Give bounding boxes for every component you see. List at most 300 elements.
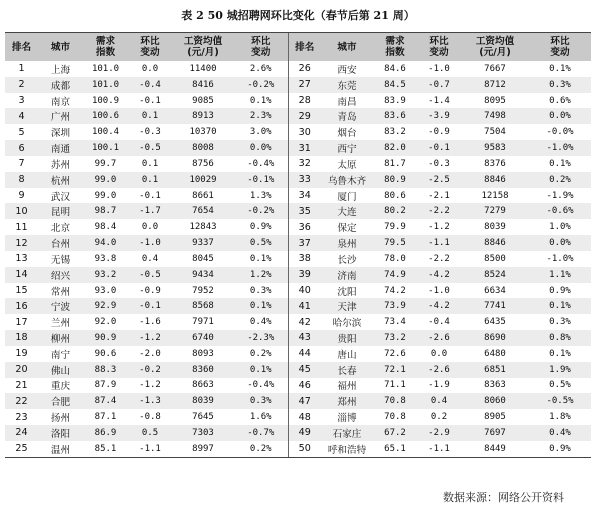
cell-demand-change: -0.1 [139,95,161,106]
cell-demand-change: -2.9 [417,425,461,441]
cell-city: 乌鲁木齐 [321,172,373,188]
cell-city: 青岛 [321,108,373,124]
cell-avg-salary: 8846 [461,172,529,188]
cell-city: 兰州 [50,318,71,330]
cell-demand-change: -1.2 [428,222,450,233]
cell-demand-index: 83.9 [384,95,406,106]
cell-rank: 25 [5,441,38,457]
cell-demand-change: -1.2 [139,380,161,391]
cell-demand-index: 80.6 [384,190,406,201]
cell-salary-change: 0.0% [529,235,591,251]
cell-avg-salary: 6851 [461,362,529,378]
cell-city: 广州 [38,108,83,124]
cell-avg-salary: 6480 [484,348,506,359]
cell-salary-change: 1.3% [249,190,272,201]
cell-demand-index: 98.4 [94,222,117,233]
cell-demand-change: -0.2 [128,362,172,378]
cell-rank: 41 [288,298,321,314]
cell-avg-salary: 9085 [192,95,214,106]
cell-demand-index: 100.4 [91,127,120,138]
cell-city: 南昌 [337,96,357,108]
cell-rank: 1 [18,63,25,75]
cell-city: 东莞 [321,77,373,93]
table-row [5,409,591,425]
cell-rank: 30 [288,124,321,140]
table-row [5,425,591,441]
cell-city: 保定 [337,223,357,235]
cell-avg-salary: 7971 [192,317,214,328]
cell-city: 宁波 [38,298,83,314]
cell-city: 成都 [38,77,83,93]
cell-demand-change: -1.2 [128,330,172,346]
cell-city: 烟台 [337,128,357,140]
table-row [5,330,591,346]
cell-salary-change: 0.1% [234,362,288,378]
cell-salary-change: 0.1% [234,298,288,314]
header-avg-salary: 工资均值 (元/月) [172,33,234,62]
cell-avg-salary: 8663 [192,380,214,391]
cell-avg-salary: 8997 [172,441,234,457]
cell-rank: 12 [5,235,38,251]
cell-avg-salary: 8093 [192,348,214,359]
cell-avg-salary: 7498 [461,108,529,124]
cell-demand-index: 99.0 [83,172,128,188]
cell-demand-index: 73.2 [373,330,417,346]
cell-city: 淄博 [337,413,357,425]
cell-salary-change: 0.3% [549,317,571,328]
cell-avg-salary: 8045 [192,253,214,264]
cell-demand-change: -1.3 [128,393,172,409]
cell-avg-salary: 8060 [461,393,529,409]
cell-rank: 23 [15,411,28,423]
cell-rank: 39 [288,267,321,283]
cell-city: 重庆 [50,381,71,393]
table-row [5,378,591,394]
cell-salary-change: 0.2% [529,172,591,188]
cell-salary-change: 0.1% [549,158,571,169]
cell-demand-change: -0.9 [428,127,450,138]
cell-demand-change: -1.7 [128,203,172,219]
cell-avg-salary: 8008 [172,140,234,156]
cell-rank: 47 [288,393,321,409]
table-row [5,108,591,124]
cell-demand-change: -0.7 [417,77,461,93]
table-row [5,346,591,362]
cell-demand-change: 0.1 [128,108,172,124]
cell-demand-change: -1.0 [128,235,172,251]
cell-demand-change: -1.4 [428,95,450,106]
table-row [5,61,591,77]
cell-rank: 37 [288,235,321,251]
cell-rank: 8 [5,172,38,188]
cell-city: 沈阳 [337,286,357,298]
cell-demand-index: 100.9 [91,95,120,106]
cell-demand-index: 98.7 [83,203,128,219]
cell-demand-index: 81.7 [384,158,406,169]
cell-demand-change: -1.1 [417,441,461,457]
cell-demand-change: -4.2 [417,267,461,283]
cell-demand-index: 87.4 [83,393,128,409]
header-avg-salary: 工资均值 (元/月) [461,33,529,62]
cell-demand-index: 93.2 [83,267,128,283]
cell-avg-salary: 9583 [461,140,529,156]
cell-salary-change: 0.4% [529,425,591,441]
cell-demand-index: 83.2 [384,127,406,138]
header-city: 城市 [38,33,83,62]
data-source-note: 数据来源：网络公开资料 [443,491,564,504]
cell-city: 温州 [38,441,83,457]
cell-avg-salary: 9434 [172,267,234,283]
cell-salary-change: 1.9% [529,362,591,378]
cell-rank: 22 [5,393,38,409]
cell-rank: 44 [288,346,321,362]
table-row [5,235,591,251]
cell-avg-salary: 10029 [172,172,234,188]
cell-demand-index: 88.3 [83,362,128,378]
cell-city: 合肥 [38,393,83,409]
cell-avg-salary: 6634 [484,285,506,296]
cell-demand-change: -2.2 [417,203,461,219]
cell-city: 武汉 [50,191,71,203]
cell-demand-index: 67.2 [373,425,417,441]
cell-demand-change: 0.4 [417,393,461,409]
cell-salary-change: 0.4% [249,317,272,328]
table-row [5,77,591,93]
cell-demand-index: 79.9 [384,222,406,233]
cell-rank: 18 [5,330,38,346]
cell-city: 泉州 [321,235,373,251]
table-title: 表 2 50 城招聘网环比变化（春节后第 21 周） [181,9,415,22]
cell-demand-change: 0.0 [141,63,159,74]
cell-salary-change: 0.8% [529,330,591,346]
cell-avg-salary: 8913 [172,108,234,124]
cell-salary-change: -0.0% [546,127,574,138]
cell-demand-index: 101.0 [83,77,128,93]
cell-salary-change: -2.3% [234,330,288,346]
cell-demand-index: 94.0 [83,235,128,251]
cell-avg-salary: 7303 [172,425,234,441]
cell-rank: 9 [18,190,25,202]
cell-city: 洛阳 [38,425,83,441]
cell-demand-index: 87.9 [94,380,117,391]
cell-salary-change: -1.9% [546,190,574,201]
cell-avg-salary: 7645 [192,412,214,423]
cell-salary-change: -0.1% [234,172,288,188]
cell-demand-index: 93.0 [94,285,117,296]
cell-avg-salary: 7741 [461,298,529,314]
cell-rank: 20 [5,362,38,378]
cell-demand-change: 0.5 [128,425,172,441]
cell-salary-change: -0.2% [234,203,288,219]
table-row [5,267,591,283]
cell-salary-change: -0.5% [529,393,591,409]
cell-salary-change: 0.5% [549,380,571,391]
table-row [5,362,591,378]
cell-city: 扬州 [50,413,71,425]
cell-demand-index: 74.2 [384,285,406,296]
cell-rank: 45 [288,362,321,378]
cell-avg-salary: 7279 [461,203,529,219]
cell-avg-salary: 8039 [484,222,506,233]
cell-salary-change: 0.9% [249,222,272,233]
cell-salary-change: 0.6% [549,95,571,106]
cell-city: 杭州 [38,172,83,188]
cell-city: 无锡 [50,254,71,266]
cell-rank: 5 [18,126,25,138]
cell-demand-index: 87.1 [94,412,117,423]
cell-demand-index: 74.9 [373,267,417,283]
cell-avg-salary: 8039 [172,393,234,409]
cell-avg-salary: 8363 [484,380,506,391]
cell-city: 绍兴 [38,267,83,283]
cell-demand-change: -0.5 [128,267,172,283]
cell-demand-index: 85.1 [83,441,128,457]
cell-rank: 6 [5,140,38,156]
cell-city: 哈尔滨 [332,318,362,330]
cell-avg-salary: 8449 [461,441,529,457]
cell-demand-change: -3.9 [417,108,461,124]
cell-rank: 27 [288,77,321,93]
cell-city: 佛山 [38,362,83,378]
cell-salary-change: 0.1% [549,63,571,74]
cell-avg-salary: 8846 [461,235,529,251]
table-row [5,441,591,457]
cell-city: 西宁 [321,140,373,156]
cell-city: 北京 [50,223,71,235]
table-row [5,188,591,204]
cell-rank: 4 [5,108,38,124]
cell-rank: 43 [288,330,321,346]
cell-salary-change: 0.2% [249,348,272,359]
cell-salary-change: -0.6% [529,203,591,219]
cell-city: 深圳 [50,128,71,140]
cell-salary-change: 0.0% [234,140,288,156]
cell-demand-index: 100.1 [83,140,128,156]
cell-demand-index: 100.6 [83,108,128,124]
cell-rank: 29 [288,108,321,124]
cell-salary-change: 0.9% [529,441,591,457]
cell-demand-index: 78.0 [384,253,406,264]
cell-rank: 46 [288,378,321,394]
cell-city: 郑州 [321,393,373,409]
table-row [5,156,591,172]
cell-rank: 33 [288,172,321,188]
cell-avg-salary: 9337 [172,235,234,251]
cell-rank: 2 [5,77,38,93]
cell-demand-index: 86.9 [83,425,128,441]
table-row [5,140,591,156]
cell-rank: 26 [288,61,321,77]
cell-demand-change: -0.1 [139,190,161,201]
cell-rank: 21 [15,379,28,391]
cell-rank: 36 [288,219,321,235]
header-city: 城市 [321,33,373,62]
table-row [5,251,591,267]
cell-rank: 10 [5,203,38,219]
cell-demand-change: -2.5 [417,172,461,188]
cell-demand-change: -0.5 [128,140,172,156]
cell-demand-index: 82.0 [373,140,417,156]
cell-avg-salary: 6740 [172,330,234,346]
cell-salary-change: 1.1% [529,267,591,283]
table-body [5,61,591,457]
cell-demand-index: 99.0 [94,190,117,201]
cell-city: 南宁 [50,349,71,361]
cell-city: 昆明 [38,203,83,219]
header-demand-index: 需求 指数 [83,33,128,62]
cell-rank: 32 [288,156,321,172]
header-salary-change: 环比 变动 [529,33,591,62]
header-salary-change: 环比 变动 [234,33,288,62]
cell-salary-change: 0.1% [249,253,272,264]
cell-avg-salary: 11400 [189,63,217,74]
cell-city: 天津 [321,298,373,314]
cell-demand-index: 93.8 [94,253,117,264]
cell-avg-salary: 8712 [461,77,529,93]
cell-rank: 11 [15,221,28,233]
cell-demand-change: -0.1 [417,140,461,156]
cell-rank: 24 [5,425,38,441]
cell-demand-index: 73.9 [373,298,417,314]
cell-salary-change: 1.2% [234,267,288,283]
cell-rank: 13 [15,253,28,265]
cell-demand-change: -0.4 [428,317,450,328]
cell-salary-change: 0.3% [529,77,591,93]
header-rank: 排名 [5,33,38,62]
cell-city: 济南 [321,267,373,283]
cell-demand-index: 65.1 [373,441,417,457]
cell-city: 苏州 [50,159,71,171]
table-row [5,172,591,188]
cell-salary-change: -0.4% [247,158,275,169]
cell-city: 柳州 [38,330,83,346]
cell-city: 南通 [38,140,83,156]
cell-rank: 28 [288,93,321,109]
cell-salary-change: 1.0% [549,222,571,233]
cell-rank: 34 [288,188,321,204]
cell-avg-salary: 8568 [172,298,234,314]
cell-salary-change: 0.3% [249,285,272,296]
cell-rank: 19 [15,348,28,360]
cell-city: 石家庄 [321,425,373,441]
cell-salary-change: 0.3% [234,393,288,409]
cell-city: 常州 [50,286,71,298]
cell-city: 长沙 [337,254,357,266]
cell-city: 上海 [50,64,71,76]
cell-avg-salary: 8524 [461,267,529,283]
cell-avg-salary: 8500 [484,253,506,264]
cell-city: 南京 [50,96,71,108]
cell-demand-index: 72.6 [384,348,406,359]
cell-demand-change: -1.0 [428,285,450,296]
cell-demand-change: -0.3 [428,158,450,169]
cell-salary-change: 2.3% [234,108,288,124]
cell-city: 厦门 [337,191,357,203]
cell-avg-salary: 7654 [172,203,234,219]
cell-demand-index: 101.0 [91,63,120,74]
cell-demand-change: -2.0 [139,348,161,359]
cell-demand-index: 84.5 [373,77,417,93]
table-row [5,124,591,140]
cell-demand-change: 0.0 [141,222,159,233]
cell-demand-index: 70.8 [384,412,406,423]
cell-rank: 3 [18,95,25,107]
cell-rank: 48 [288,409,321,425]
cell-demand-change: -1.1 [128,441,172,457]
cell-avg-salary: 8416 [172,77,234,93]
cell-rank: 16 [5,298,38,314]
cell-city: 太原 [337,159,357,171]
cell-demand-change: -2.1 [428,190,450,201]
cell-demand-change: 0.0 [430,348,448,359]
header-demand-change: 环比 变动 [128,33,172,62]
cell-salary-change: 2.6% [249,63,272,74]
table-row [5,283,591,299]
cell-demand-index: 83.6 [373,108,417,124]
cell-city: 福州 [337,381,357,393]
table-row [5,203,591,219]
cell-demand-index: 79.5 [373,235,417,251]
table-row [5,219,591,235]
cell-salary-change: 1.6% [249,412,272,423]
cell-city: 贵阳 [321,330,373,346]
cell-demand-change: -2.2 [428,253,450,264]
cell-demand-change: -0.4 [128,77,172,93]
cell-city: 长春 [321,362,373,378]
cell-city: 西安 [337,64,357,76]
cell-city: 唐山 [337,349,357,361]
cell-rank: 40 [288,283,321,299]
table-row [5,93,591,109]
cell-rank: 42 [288,314,321,330]
cell-avg-salary: 8661 [192,190,214,201]
cell-salary-change: 0.0% [529,108,591,124]
cell-demand-change: -2.6 [417,362,461,378]
cell-demand-change: -1.6 [139,317,161,328]
cell-salary-change: 0.1% [529,298,591,314]
cell-salary-change: 3.0% [249,127,272,138]
cell-demand-change: -0.8 [139,412,161,423]
cell-rank: 14 [5,267,38,283]
cell-demand-index: 80.2 [373,203,417,219]
cell-rank: 49 [288,425,321,441]
cell-demand-index: 84.6 [384,63,406,74]
cell-salary-change: 1.8% [549,412,571,423]
cell-demand-index: 70.8 [373,393,417,409]
cell-demand-change: -2.6 [417,330,461,346]
cell-demand-index: 73.4 [384,317,406,328]
cell-demand-change: -1.9 [428,380,450,391]
cell-rank: 38 [288,251,321,267]
header-rank: 排名 [288,33,321,62]
cell-rank: 31 [288,140,321,156]
cell-avg-salary: 8905 [484,412,506,423]
cell-demand-index: 72.1 [373,362,417,378]
header-demand-index: 需求 指数 [373,33,417,62]
cell-demand-change: -0.1 [128,298,172,314]
cell-rank: 7 [18,158,25,170]
cell-demand-change: -1.1 [417,235,461,251]
cell-demand-index: 80.9 [373,172,417,188]
cell-demand-change: -0.9 [139,285,161,296]
cell-avg-salary: 8690 [461,330,529,346]
cell-demand-index: 71.1 [384,380,406,391]
cell-avg-salary: 7697 [461,425,529,441]
cell-salary-change: -0.4% [247,380,275,391]
cell-salary-change: 0.2% [234,441,288,457]
cell-avg-salary: 8376 [484,158,506,169]
cell-avg-salary: 10370 [189,127,217,138]
